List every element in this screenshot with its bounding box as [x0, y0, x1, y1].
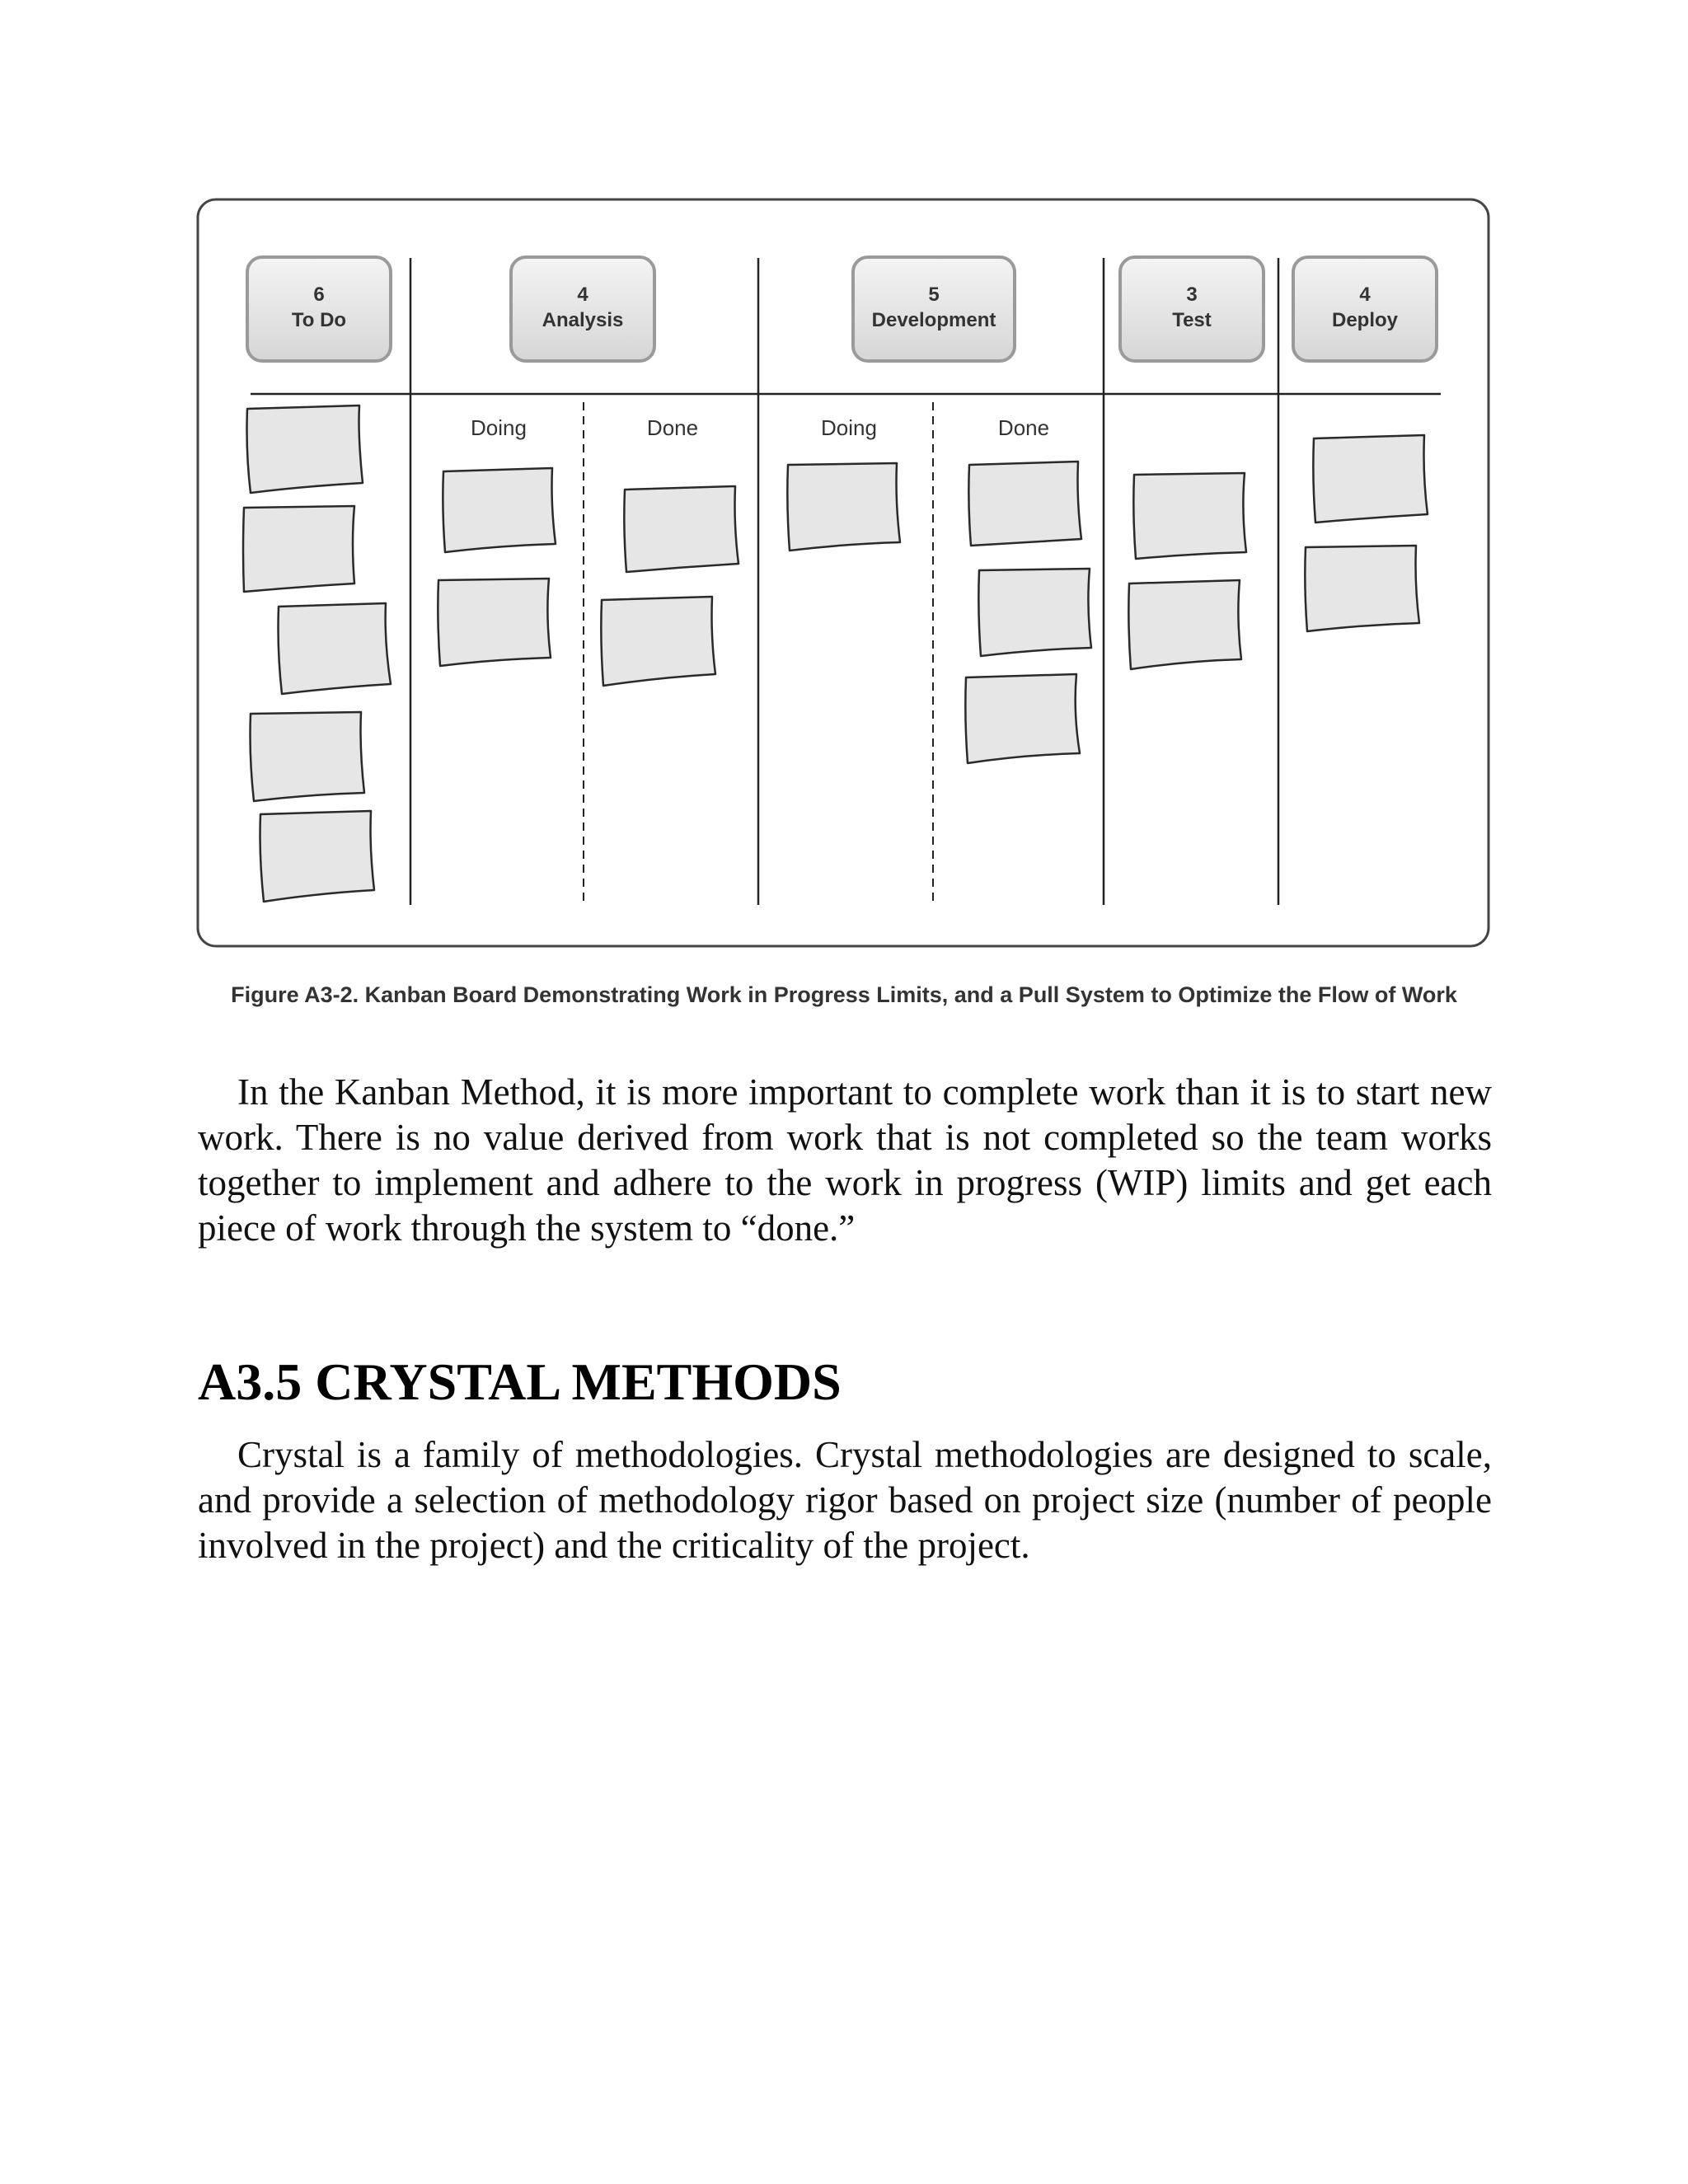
- column-limit: 4: [577, 284, 588, 306]
- paragraph-text: In the Kanban Method, it is more important to complete work than it is to start new work. There is no value derived from work that is not completed so the team works together to implement and adhere to the work in progress (WIP) limits and get each piece of work through the system to “done.”: [198, 1071, 1492, 1249]
- column-limit: 4: [1359, 284, 1371, 306]
- paragraph-text: Crystal is a family of methodologies. Crystal methodologies are designed to scale, and provide a selection of methodology rigor based on project size (number of people involved in the project) and the criticality of the project.: [198, 1434, 1492, 1566]
- kanban-board: [196, 196, 1492, 949]
- column-name: Test: [1172, 309, 1212, 331]
- work-item-card: [965, 674, 1080, 763]
- column-name: Deploy: [1331, 309, 1399, 331]
- work-item-card: [978, 569, 1091, 656]
- work-item-card: [438, 579, 551, 666]
- figure-caption: Figure A3-2. Kanban Board Demonstrating Work in Progress Limits, and a Pull System to Optimize the Flow of Work: [231, 982, 1457, 1007]
- section-heading: A3.5 CRYSTAL METHODS: [198, 1352, 842, 1411]
- paragraph-kanban: [198, 1070, 1492, 1251]
- work-item-card: [1305, 546, 1419, 631]
- work-item-card: [243, 506, 354, 592]
- work-item-card: [1128, 580, 1241, 669]
- column-header-deploy: [1293, 257, 1437, 361]
- work-item-card: [260, 811, 375, 902]
- work-item-card: [787, 463, 900, 551]
- doing-label: Doing: [471, 415, 527, 440]
- paragraph-crystal: [198, 1432, 1492, 1568]
- column-name: Analysis: [542, 309, 624, 331]
- column-limit: 6: [313, 284, 325, 306]
- column-limit: 5: [928, 284, 940, 306]
- done-label: Done: [997, 415, 1050, 440]
- work-item-card: [601, 597, 715, 686]
- column-header-test: [1120, 257, 1264, 361]
- column-header-analysis: [511, 257, 654, 361]
- column-name: To Do: [291, 309, 347, 331]
- doing-label: Doing: [821, 415, 877, 440]
- work-item-card: [1313, 435, 1428, 523]
- work-item-card: [247, 405, 363, 493]
- column-header-development: [853, 257, 1015, 361]
- work-item-card: [443, 468, 556, 552]
- column-header-todo: [247, 257, 391, 361]
- work-item-card: [1133, 473, 1246, 559]
- work-item-card: [624, 486, 738, 572]
- column-limit: 3: [1186, 284, 1198, 306]
- done-label: Done: [646, 415, 699, 440]
- work-item-card: [251, 712, 365, 801]
- work-item-card: [968, 462, 1081, 546]
- work-item-card: [279, 603, 392, 694]
- kanban-board-figure: [196, 196, 1492, 949]
- column-name: Development: [871, 309, 996, 331]
